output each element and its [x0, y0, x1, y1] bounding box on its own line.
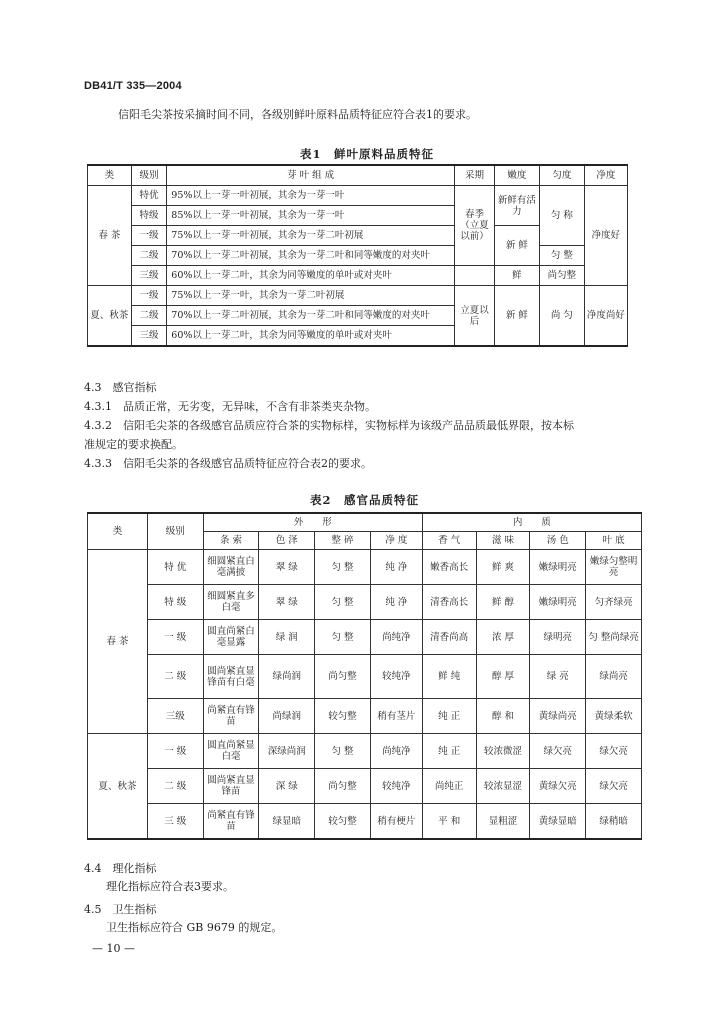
t2-cell: 黄绿尚亮 [530, 699, 586, 734]
t2-cell: 纯 正 [422, 699, 476, 734]
t2-cell: 醇 厚 [476, 655, 530, 699]
t2-sub-header: 汤 色 [530, 532, 586, 550]
t1-summer-grade: 一级 [131, 286, 167, 306]
t2-cell: 鲜 爽 [476, 550, 530, 585]
table1-caption: 表1 鲜叶原料品质特征 [300, 147, 435, 161]
t1-spring-grade: 特级 [131, 206, 167, 226]
t1-summer-composition: 75%以上一芽一叶，其余为一芽二叶初展 [167, 286, 455, 306]
t2-cell: 平 和 [422, 804, 476, 840]
t2-cell: 匀齐绿亮 [586, 585, 642, 620]
t2-cell: 绿欠亮 [530, 734, 586, 769]
t2-cell: 绿欠亮 [586, 769, 642, 804]
t2-cell: 稍有茎片 [370, 699, 422, 734]
t2-grade: 一 级 [147, 734, 203, 769]
t2-grade: 三 级 [147, 804, 203, 840]
t2-cell: 黄绿显暗 [530, 804, 586, 840]
t2-cell: 稍有梗片 [370, 804, 422, 840]
section-4-5-title: 4.5 卫生指标 [84, 903, 157, 916]
t2-cell: 绿 润 [259, 620, 315, 655]
t2-cell: 纯 正 [422, 734, 476, 769]
section-4-4-body: 理化指标应符合表3要求。 [106, 880, 234, 893]
t2-cell: 尚绿润 [259, 699, 315, 734]
t2-grade: 二 级 [147, 769, 203, 804]
t1-header-tenderness: 嫩度 [494, 165, 539, 186]
t2-row [88, 734, 642, 769]
t2-cell: 嫩绿明亮 [530, 585, 586, 620]
t2-header-class: 类 [88, 513, 148, 550]
t2-cell: 嫩绿匀整明亮 [586, 550, 642, 585]
page-number: — 10 — [92, 942, 135, 955]
t2-spring-label: 春 茶 [88, 550, 148, 734]
t2-cell: 翠 绿 [259, 585, 315, 620]
t2-header-outer: 外 形 [203, 513, 422, 532]
t2-cell: 尚紧直有锋苗 [203, 804, 259, 840]
section-4-5-body: 卫生指标应符合 GB 9679 的规定。 [106, 921, 283, 934]
t1-spring-clean: 净度好 [584, 186, 627, 286]
t2-cell: 绿尚亮 [586, 655, 642, 699]
t2-row [88, 620, 642, 655]
t1-header-grade: 级别 [131, 165, 167, 186]
t2-summer-label: 夏、秋茶 [88, 734, 148, 840]
t2-cell: 尚纯净 [370, 734, 422, 769]
t2-sub-header: 整 碎 [315, 532, 371, 550]
t2-cell: 匀 整 [315, 550, 371, 585]
t2-cell: 尚纯净 [370, 620, 422, 655]
t2-cell: 较浓显涩 [476, 769, 530, 804]
t2-cell: 较匀整 [315, 699, 371, 734]
t1-spring-composition: 70%以上一芽二叶初展，其余为一芽二叶和同等嫩度的对夹叶 [167, 246, 455, 266]
t2-cell: 深绿尚润 [259, 734, 315, 769]
t2-cell: 纯 净 [370, 550, 422, 585]
t2-cell: 圆尚紧直显锋苗 [203, 769, 259, 804]
t2-grade: 一 级 [147, 620, 203, 655]
table1-fresh-leaf-quality [87, 164, 628, 347]
t2-row [88, 585, 642, 620]
t2-cell: 嫩香高长 [422, 550, 476, 585]
t1-spring-grade: 一级 [131, 226, 167, 246]
t2-cell: 尚匀整 [315, 655, 371, 699]
t2-cell: 清香尚高 [422, 620, 476, 655]
t1-spring-tender-c: 鲜 [494, 266, 539, 286]
t2-header-grade: 级别 [147, 513, 203, 550]
t2-cell: 鲜 纯 [422, 655, 476, 699]
t2-row [88, 550, 642, 585]
t2-row [88, 804, 642, 840]
t1-header-evenness: 匀度 [539, 165, 584, 186]
t1-spring-grade: 二级 [131, 246, 167, 266]
t2-cell: 尚纯正 [422, 769, 476, 804]
t2-cell: 较纯净 [370, 655, 422, 699]
t2-header-inner: 内 质 [422, 513, 641, 532]
t1-summer-tender: 新 鲜 [494, 286, 539, 347]
t2-cell: 尚匀整 [315, 769, 371, 804]
section-4-4-title: 4.4 理化指标 [84, 862, 157, 875]
t1-summer-clean: 净度尚好 [584, 286, 627, 347]
section-4-3-3: 4.3.3 信阳毛尖茶的各级感官品质特征应符合表2的要求。 [84, 457, 372, 470]
t1-spring-period-blank [455, 266, 495, 286]
t1-spring-even-a: 匀 称 [539, 186, 584, 246]
t1-header-class: 类 [88, 165, 132, 186]
t1-spring-tender-b: 新 鲜 [494, 226, 539, 266]
t1-spring-grade: 三级 [131, 266, 167, 286]
t2-sub-header: 色 泽 [259, 532, 315, 550]
t2-cell: 较浓微涩 [476, 734, 530, 769]
t1-header-composition: 芽 叶 组 成 [167, 165, 455, 186]
t2-cell: 较纯净 [370, 769, 422, 804]
t2-cell: 较匀整 [315, 804, 371, 840]
section-4-3-2-line2: 准规定的要求换配。 [84, 438, 183, 451]
t1-spring-composition: 95%以上一芽一叶初展，其余为一芽一叶 [167, 186, 455, 206]
t2-cell: 匀 整 [315, 734, 371, 769]
t1-spring-label: 春 茶 [88, 186, 132, 286]
t2-row [88, 769, 642, 804]
t2-cell: 鲜 醇 [476, 585, 530, 620]
t1-summer-label: 夏、秋茶 [88, 286, 132, 347]
t1-summer-even: 尚 匀 [539, 286, 584, 347]
t1-summer-grade: 二级 [131, 306, 167, 326]
t2-cell: 绿稍暗 [586, 804, 642, 840]
t2-cell: 细圆紧直多白毫 [203, 585, 259, 620]
t2-cell: 绿尚润 [259, 655, 315, 699]
t2-sub-header: 叶 底 [586, 532, 642, 550]
t2-cell: 绿明亮 [530, 620, 586, 655]
t2-cell: 黄绿欠亮 [530, 769, 586, 804]
table2-sensory-quality [87, 512, 642, 840]
t2-cell: 黄绿柔软 [586, 699, 642, 734]
t2-cell: 显粗涩 [476, 804, 530, 840]
t2-cell: 圆尚紧直显锋苗有白毫 [203, 655, 259, 699]
t2-cell: 绿欠亮 [586, 734, 642, 769]
t2-cell: 匀 整 [315, 585, 371, 620]
t2-cell: 匀 整尚绿亮 [586, 620, 642, 655]
section-4-3-1: 4.3.1 品质正常，无劣变，无异味，不含有非茶类夹杂物。 [84, 400, 376, 413]
t2-grade: 三级 [147, 699, 203, 734]
t2-row [88, 699, 642, 734]
t2-sub-header: 滋 味 [476, 532, 530, 550]
t2-cell: 尚紧直有锋苗 [203, 699, 259, 734]
t2-cell: 细圆紧直白毫满披 [203, 550, 259, 585]
t2-sub-header: 条 索 [203, 532, 259, 550]
intro-paragraph: 信阳毛尖茶按采摘时间不同，各级别鲜叶原料品质特征应符合表1的要求。 [118, 108, 477, 121]
t2-row [88, 655, 642, 699]
t2-cell: 浓 厚 [476, 620, 530, 655]
t2-cell: 翠 绿 [259, 550, 315, 585]
t1-summer-period: 立夏以后 [455, 286, 495, 347]
t2-sub-header: 香 气 [422, 532, 476, 550]
t1-spring-even-c: 尚匀整 [539, 266, 584, 286]
t1-spring-composition: 60%以上一芽二叶，其余为同等嫩度的单叶或对夹叶 [167, 266, 455, 286]
t2-cell: 绿 亮 [530, 655, 586, 699]
table2-caption: 表2 感官品质特征 [310, 493, 420, 507]
t1-spring-composition: 85%以上一芽一叶初展，其余为一芽一叶 [167, 206, 455, 226]
t1-spring-grade: 特优 [131, 186, 167, 206]
t1-header-cleanliness: 净度 [584, 165, 627, 186]
t2-grade: 二 级 [147, 655, 203, 699]
t2-cell: 圆直尚紧白毫显露 [203, 620, 259, 655]
t1-summer-grade: 三级 [131, 326, 167, 347]
t2-grade: 特 优 [147, 550, 203, 585]
t2-cell: 嫩绿明亮 [530, 550, 586, 585]
t2-cell: 纯 净 [370, 585, 422, 620]
t1-header-period: 采期 [455, 165, 495, 186]
t2-cell: 圆直尚紧显白毫 [203, 734, 259, 769]
t2-grade: 特 级 [147, 585, 203, 620]
t1-spring-tender-a: 新鲜有活力 [494, 186, 539, 226]
section-4-3-2-line1: 4.3.2 信阳毛尖茶的各级感官品质应符合茶的实物标样，实物标样为该级产品品质最低界限，按本标 [84, 419, 574, 432]
t2-cell: 深 绿 [259, 769, 315, 804]
t2-cell: 匀 整 [315, 620, 371, 655]
t2-sub-header: 净 度 [370, 532, 422, 550]
t2-cell: 醇 和 [476, 699, 530, 734]
t1-summer-composition: 70%以上一芽二叶初展，其余为一芽二叶和同等嫩度的对夹叶 [167, 306, 455, 326]
t1-spring-composition: 75%以上一芽一叶初展，其余为一芽二叶初展 [167, 226, 455, 246]
t1-spring-period: 春季（立夏以前） [455, 186, 495, 266]
standard-code: DB41/T 335—2004 [84, 80, 182, 92]
section-4-3-title: 4.3 感官指标 [84, 381, 157, 394]
t1-spring-even-b: 匀 整 [539, 246, 584, 266]
t1-summer-composition: 60%以上一芽二叶，其余为同等嫩度的单叶或对夹叶 [167, 326, 455, 347]
t2-cell: 清香高长 [422, 585, 476, 620]
t2-cell: 绿显暗 [259, 804, 315, 840]
